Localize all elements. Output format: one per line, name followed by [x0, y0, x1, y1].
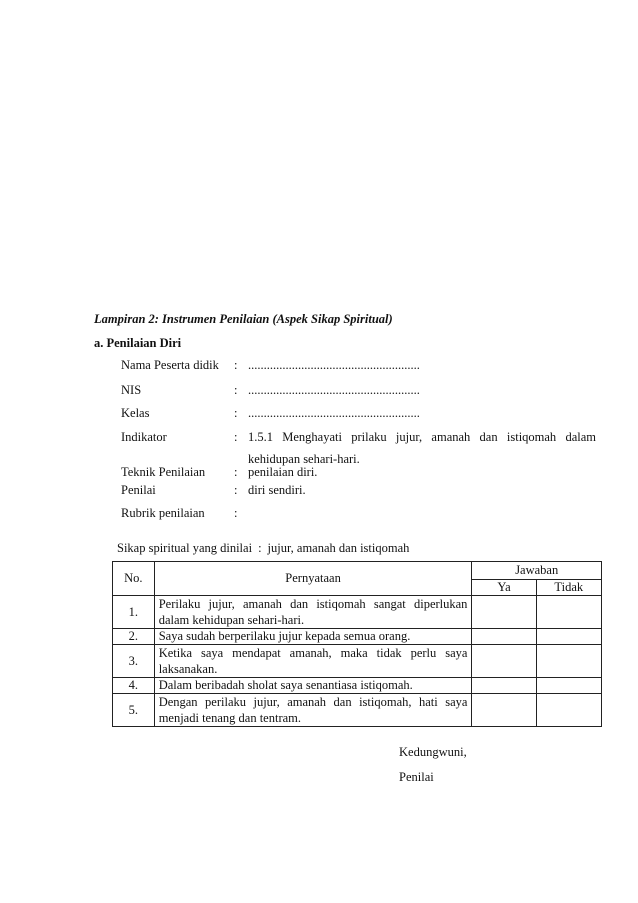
row-number: 2.: [113, 629, 155, 645]
statement-line: Perilaku jujur, amanah dan istiqomah sangat diperlukan: [158, 597, 468, 611]
answer-tidak-cell[interactable]: [536, 678, 601, 694]
statement-cell: [154, 645, 472, 678]
field-colon: :: [234, 383, 238, 397]
field-value-indikator: 1.5.1 Menghayati prilaku jujur, amanah dan istiqomah dalam: [248, 430, 596, 444]
field-label-indikator: Indikator: [121, 430, 167, 444]
field-colon: :: [234, 358, 238, 372]
statement-cell: [154, 596, 472, 629]
answer-ya-cell[interactable]: [472, 645, 536, 678]
signature-role: Penilai: [399, 770, 434, 784]
document-title: Lampiran 2: Instrumen Penilaian (Aspek Sikap Spiritual): [94, 312, 393, 326]
field-label-rubrik: Rubrik penilaian: [121, 506, 205, 520]
header-no: No.: [113, 562, 155, 596]
row-number: 1.: [113, 596, 155, 629]
header-tidak: Tidak: [536, 580, 601, 596]
assessment-table: [112, 561, 602, 727]
field-value-penilai: diri sendiri.: [248, 483, 306, 497]
field-colon: :: [234, 406, 238, 420]
answer-tidak-cell[interactable]: [536, 629, 601, 645]
field-value-kelas: .......................................................: [248, 406, 420, 420]
statement-line: Ketika saya mendapat amanah, maka tidak perlu saya: [158, 646, 468, 660]
header-ya: Ya: [472, 580, 536, 596]
field-colon: :: [234, 465, 238, 479]
answer-tidak-cell[interactable]: [536, 694, 601, 727]
sikap-value: jujur, amanah dan istiqomah: [267, 541, 410, 555]
answer-ya-cell[interactable]: [472, 678, 536, 694]
sikap-colon: :: [258, 541, 262, 555]
answer-ya-cell[interactable]: [472, 694, 536, 727]
field-value-nis: .......................................................: [248, 383, 420, 397]
table-row: [113, 645, 602, 678]
answer-tidak-cell[interactable]: [536, 645, 601, 678]
field-label-nis: NIS: [121, 383, 142, 397]
statement-cell: Dalam beribadah sholat saya senantiasa istiqomah.: [154, 678, 472, 694]
field-colon: :: [234, 506, 238, 520]
statement-line: menjadi tenang dan tentram.: [158, 711, 301, 725]
sikap-label: Sikap spiritual yang dinilai: [117, 541, 253, 555]
row-number: 4.: [113, 678, 155, 694]
signature-place: Kedungwuni,: [399, 745, 467, 759]
table-row: [113, 694, 602, 727]
field-label-penilai: Penilai: [121, 483, 156, 497]
statement-line: Dengan perilaku jujur, amanah dan istiqomah, hati saya: [158, 695, 468, 709]
field-label-kelas: Kelas: [121, 406, 150, 420]
field-value-nama: .......................................................: [248, 358, 420, 372]
row-number: 3.: [113, 645, 155, 678]
statement-line: dalam kehidupan sehari-hari.: [158, 613, 305, 627]
table-row: [113, 678, 602, 694]
answer-ya-cell[interactable]: [472, 629, 536, 645]
row-number: 5.: [113, 694, 155, 727]
section-heading: a. Penilaian Diri: [94, 336, 182, 350]
answer-tidak-cell[interactable]: [536, 596, 601, 629]
table-row: [113, 596, 602, 629]
header-jawaban: Jawaban: [472, 562, 602, 580]
field-label-teknik: Teknik Penilaian: [121, 465, 206, 479]
statement-line: laksanakan.: [158, 662, 218, 676]
sikap-line: [117, 541, 409, 556]
answer-ya-cell[interactable]: [472, 596, 536, 629]
field-value-indikator-cont: kehidupan sehari-hari.: [248, 452, 360, 466]
statement-cell: [154, 694, 472, 727]
header-pernyataan: Pernyataan: [154, 562, 472, 596]
field-label-nama: Nama Peserta didik: [121, 358, 219, 372]
statement-cell: Saya sudah berperilaku jujur kepada semua orang.: [154, 629, 472, 645]
field-colon: :: [234, 430, 238, 444]
field-colon: :: [234, 483, 238, 497]
table-row: [113, 629, 602, 645]
field-value-teknik: penilaian diri.: [248, 465, 318, 479]
